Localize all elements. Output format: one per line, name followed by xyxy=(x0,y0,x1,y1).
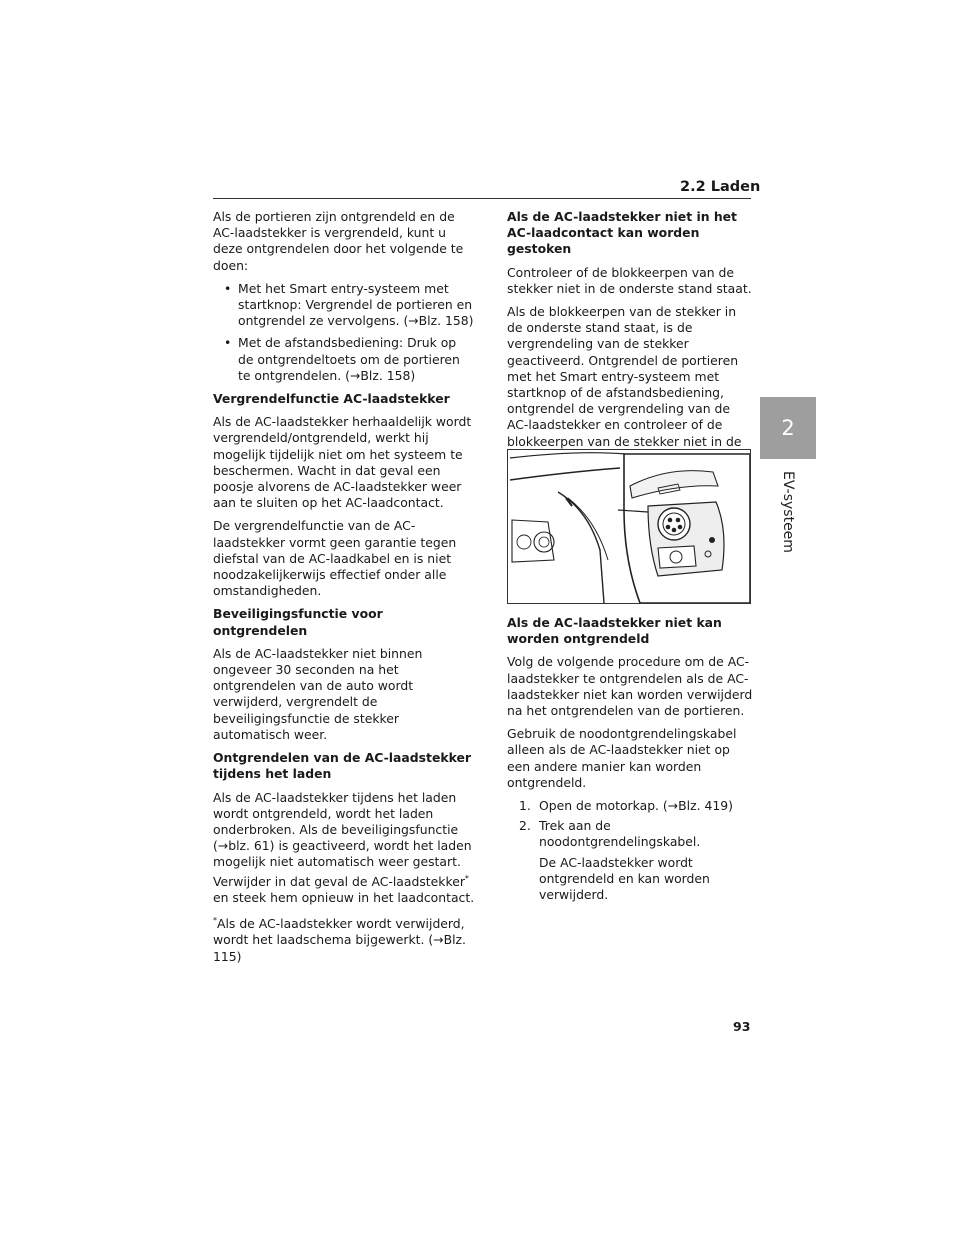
paragraph: Als de AC-laadstekker herhaaldelijk wordt vergrendeld/ontgrendeld, werkt hij mogelijk tijdelijk niet om het systeem te beschermen. Wacht in dat geval een poosje alvorens de AC-laadstekker weer aan te sluiten op het AC-laadcontact. xyxy=(213,414,472,511)
right-column-upper xyxy=(507,209,755,473)
header-rule xyxy=(213,198,751,199)
step-number: 1. xyxy=(519,798,531,814)
paragraph: Als de blokkeerpen van de stekker in de onderste stand staat, is de vergrendeling van de stekker geactiveerd. Ontgrendel de portieren met het Smart entry-systeem met startknop of de afstandsbediening, ontgrendel de vergrendeling van de AC-laadstekker en controleer of de blokkeerpen van de stekker niet in de xyxy=(507,304,742,449)
paragraph: De vergrendelfunctie van de AC-laadstekker vormt geen garantie tegen diefstal van de AC-laadkabel en is niet noodzakelijkerwijs effectief onder alle omstandigheden. xyxy=(213,518,457,599)
footnote-marker: * xyxy=(213,916,217,926)
chapter-tab[interactable] xyxy=(760,397,816,459)
step-text: Open de motorkap. (→Blz. 419) xyxy=(539,798,733,814)
list-item xyxy=(507,798,755,814)
list-item: • Met het Smart entry-systeem met startknop: Vergrendel de portieren en ontgrendel ze vervolgens. (→Blz. 158) xyxy=(213,281,475,330)
list-item xyxy=(507,818,755,850)
intro-paragraph: Als de portieren zijn ontgrendeld en de AC-laadstekker is vergrendeld, kunt u deze ontgrendelen door het volgende te doen: xyxy=(213,209,464,273)
left-column xyxy=(213,209,475,972)
step-text: Trek aan de noodontgrendelingskabel. xyxy=(539,818,701,850)
section-header: 2.2 Laden xyxy=(680,179,761,195)
method-list xyxy=(213,281,475,384)
paragraph: Volg de volgende procedure om de AC-laadstekker te ontgrendelen als de AC-laadstekker niet kan worden verwijderd na het ontgrendelen van de portieren. xyxy=(507,654,753,719)
heading-unlock-during-charging: Ontgrendelen van de AC-laadstekker tijdens het laden xyxy=(213,750,472,782)
paragraph: Gebruik de noodontgrendelingskabel alleen als de AC-laadstekker niet op een andere manier kan worden ontgrendeld. xyxy=(507,726,737,790)
heading-security-function: Beveiligingsfunctie voor ontgrendelen xyxy=(213,606,383,638)
paragraph xyxy=(213,790,475,907)
charging-port-illustration xyxy=(507,449,751,604)
footnote-text: Als de AC-laadstekker wordt verwijderd, wordt het laadschema bijgewerkt. (→Blz. 115) xyxy=(213,916,466,964)
charging-port-drawing xyxy=(508,450,750,603)
paragraph-text: en steek hem opnieuw in het laadcontact. xyxy=(213,889,475,905)
paragraph-text: Als de AC-laadstekker tijdens het laden wordt ontgrendeld, wordt het laden onderbroken. Als de beveiligingsfunctie (→blz. 61) is geactiveerd, wordt het laden mogelijk niet automatisch weer gestart. Verwijder in dat geval de AC-laadstekker xyxy=(213,789,472,889)
heading-cannot-insert: Als de AC-laadstekker niet in het AC-laadcontact kan worden gestoken xyxy=(507,209,737,257)
heading-lock-function: Vergrendelfunctie AC-laadstekker xyxy=(213,391,450,407)
page-number: 93 xyxy=(733,1019,751,1034)
chapter-label: EV-systeem xyxy=(780,471,796,553)
procedure-steps xyxy=(507,798,755,851)
paragraph: Controleer of de blokkeerpen van de stekker niet in de onderste stand staat. xyxy=(507,264,752,296)
right-column-lower xyxy=(507,615,755,910)
heading-cannot-unlock: Als de AC-laadstekker niet kan worden ontgrendeld xyxy=(507,615,722,647)
step-number: 2. xyxy=(519,818,531,834)
step-note: De AC-laadstekker wordt ontgrendeld en kan worden verwijderd. xyxy=(539,854,710,903)
footnote-marker: * xyxy=(464,873,469,883)
chapter-number: 2 xyxy=(781,416,795,440)
footnote xyxy=(213,913,475,965)
list-item: • Met de afstandsbediening: Druk op de ontgrendeltoets om de portieren te ontgrendelen. (→Blz. 158) xyxy=(213,335,475,384)
paragraph: Als de AC-laadstekker niet binnen ongeveer 30 seconden na het ontgrendelen van de auto wordt verwijderd, vergrendelt de beveiligingsfunctie de stekker automatisch weer. xyxy=(213,645,423,742)
